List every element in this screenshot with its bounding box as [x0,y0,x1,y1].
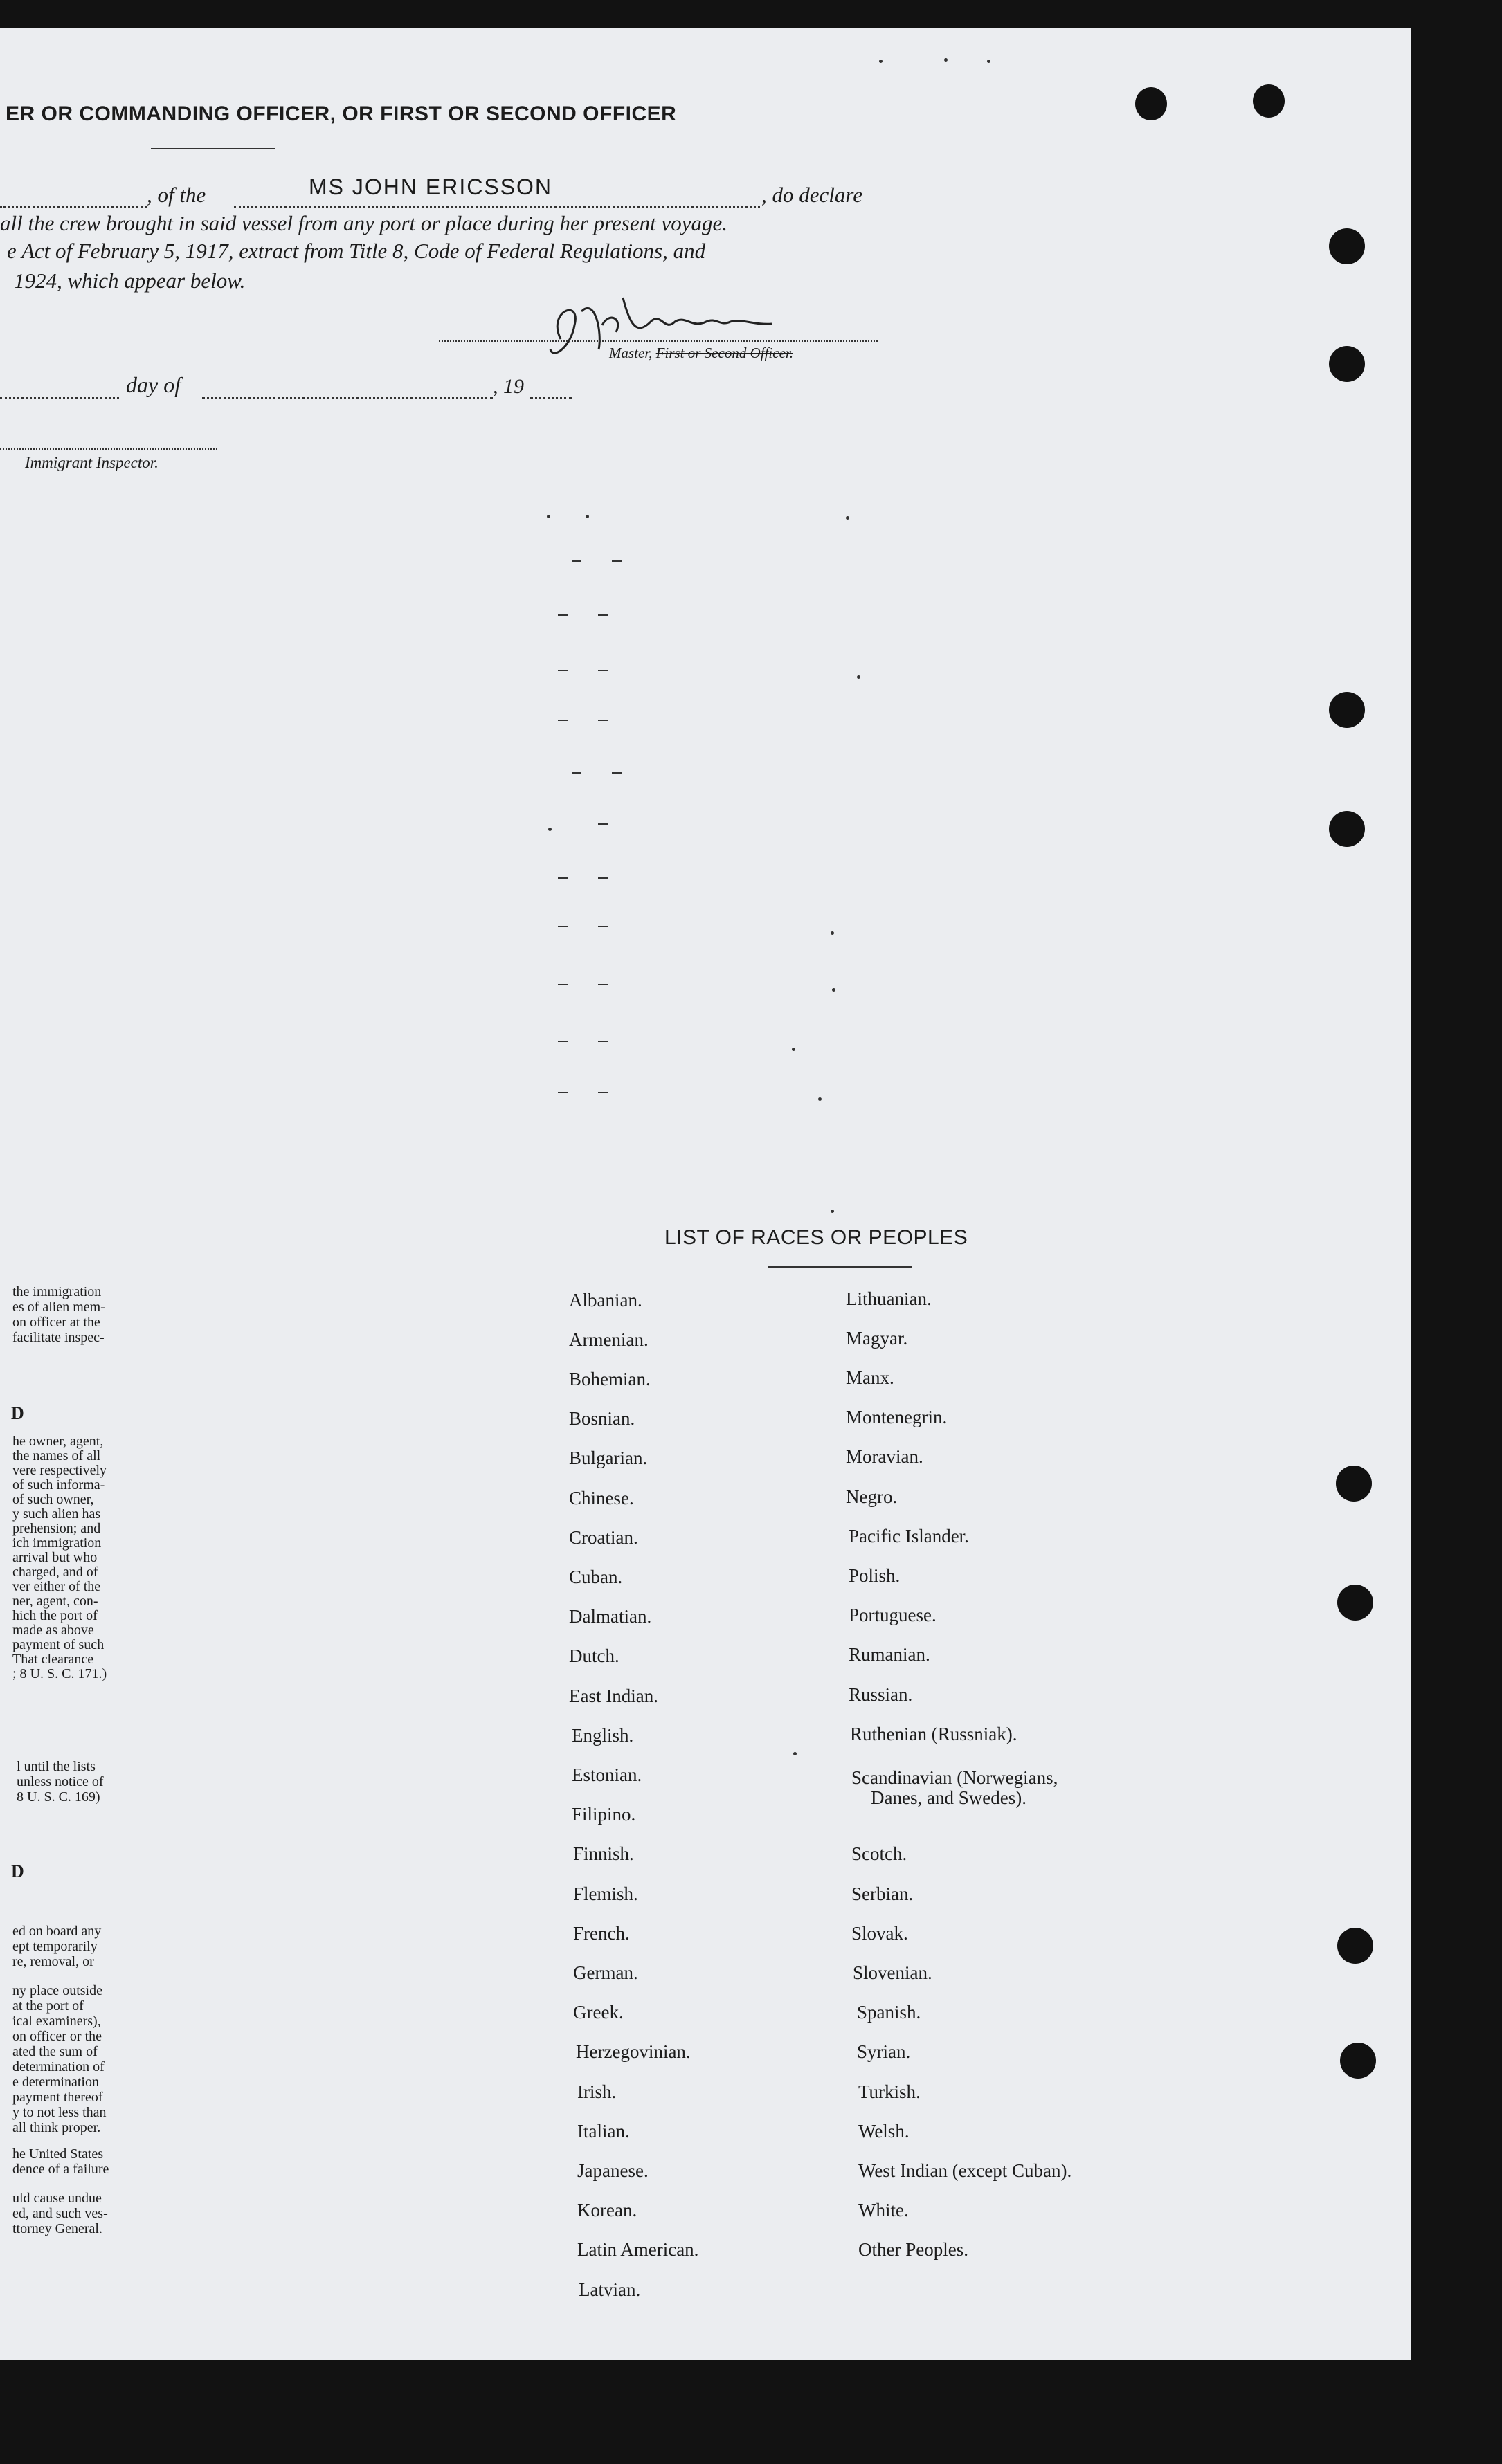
mark [818,1097,822,1101]
race-item: Greek. [573,2002,624,2023]
margin-line: ed, and such ves- [12,2206,108,2221]
margin-line: at the port of [12,1998,84,2014]
immigrant-inspector-label: Immigrant Inspector. [25,454,159,471]
punch-hole [1336,1466,1372,1502]
margin-line: determination of [12,2059,105,2074]
margin-line: charged, and of [12,1564,98,1580]
race-item: Manx. [846,1367,894,1388]
punch-hole [1135,87,1167,120]
inspector-signature-line [0,448,217,450]
punch-hole [1337,1585,1373,1621]
punch-hole [1329,346,1365,382]
race-item: Albanian. [569,1290,642,1311]
mark [832,988,835,992]
mark [846,516,849,520]
signature-line [439,340,878,342]
race-item: Pacific Islander. [849,1526,969,1546]
race-item: East Indian. [569,1686,658,1706]
margin-line: That clearance [12,1652,94,1667]
margin-line: re, removal, or [12,1954,94,1969]
margin-line: dence of a failure [12,2162,109,2177]
race-item: English. [572,1725,634,1746]
role-master: Master, [609,345,653,361]
race-item: Polish. [849,1565,901,1586]
punch-hole [1329,692,1365,728]
race-item: Chinese. [569,1488,634,1508]
mark [558,877,568,879]
margin-line: the immigration [12,1284,102,1299]
race-item: Spanish. [857,2002,921,2023]
race-item: Serbian. [851,1883,914,1904]
mark [572,772,581,774]
month-blank-line [202,397,493,399]
race-item: West Indian (except Cuban). [858,2160,1072,2181]
punch-hole [1329,228,1365,264]
race-item: Scandinavian (Norwegians, [851,1767,1058,1788]
race-item: Estonian. [572,1764,642,1785]
race-item: Finnish. [573,1843,634,1864]
form-header-title: ER OR COMMANDING OFFICER, OR FIRST OR SECOND OFFICER [6,102,677,125]
race-item: Herzegovinian. [576,2041,691,2062]
header-rule [151,148,275,149]
race-item: Bosnian. [569,1408,635,1429]
mark [598,1041,608,1042]
mark [572,560,581,562]
vessel-name: MS JOHN ERICSSON [309,174,553,199]
margin-line: payment of such [12,1637,105,1652]
margin-line: he owner, agent, [12,1434,104,1449]
margin-line: ; 8 U. S. C. 171.) [12,1666,107,1681]
mark [987,60,990,63]
race-item: Croatian. [569,1527,638,1548]
race-item: Danes, and Swedes). [871,1787,1026,1808]
margin-line: ich immigration [12,1535,102,1551]
mark [598,614,608,616]
mark [598,877,608,879]
mark [792,1048,795,1051]
mark [793,1752,797,1755]
margin-line: ical examiners), [12,2014,101,2029]
mark [857,675,860,679]
margin-line: es of alien mem- [12,1299,105,1315]
mark [598,670,608,671]
mark [558,670,568,671]
race-item: Dutch. [569,1645,619,1666]
mark [598,984,608,985]
of-the-text: , of the [147,183,206,207]
race-item: Bulgarian. [569,1448,648,1468]
race-item: Korean. [577,2200,637,2220]
margin-line: of such informa- [12,1477,105,1493]
role-struck: First or Second Officer. [655,345,793,361]
year-blank-line [530,397,572,399]
race-item: Other Peoples. [858,2239,968,2260]
race-item: Scotch. [851,1843,907,1864]
margin-line: on officer at the [12,1315,100,1330]
margin-line: ed on board any [12,1924,102,1939]
race-item: Negro. [846,1486,898,1507]
signature-role [609,345,793,362]
race-item: Slovak. [851,1923,908,1944]
declaration-line-4: 1924, which appear below. [14,268,246,293]
margin-line: hich the port of [12,1608,98,1623]
race-item: Filipino. [572,1804,636,1825]
race-item: Rumanian. [849,1644,930,1665]
mark [558,720,568,721]
race-item: Montenegrin. [846,1407,948,1427]
margin-line: e determination [12,2074,99,2090]
mark [944,58,948,62]
margin-line: facilitate inspec- [12,1330,105,1345]
name-blank-line [0,206,147,208]
margin-heading-1: D [11,1403,24,1423]
declaration-line-3: e Act of February 5, 1917, extract from Title 8, Code of Federal Regulations, and [7,239,706,263]
mark [598,1092,608,1093]
day-of-text: day of [126,372,181,397]
race-item: Italian. [577,2121,630,2142]
margin-line: uld cause undue [12,2191,102,2206]
race-item: Ruthenian (Russniak). [850,1724,1017,1744]
margin-line: ated the sum of [12,2044,98,2059]
margin-line: ny place outside [12,1983,102,1998]
mark [879,60,883,63]
mark [548,828,552,831]
do-declare-text: , do declare [761,183,863,207]
margin-line: ttorney General. [12,2221,102,2236]
mark [558,614,568,616]
margin-line: all think proper. [12,2120,101,2135]
race-item: Irish. [577,2081,617,2102]
mark [831,1210,834,1213]
mark [612,772,622,774]
declaration-line-2: all the crew brought in said vessel from any port or place during her present voyage. [0,211,727,235]
punch-hole [1253,84,1285,118]
margin-line: 8 U. S. C. 169) [17,1789,100,1805]
margin-line: made as above [12,1623,94,1638]
margin-line: vere respectively [12,1463,107,1478]
race-item: Magyar. [846,1328,908,1349]
margin-line: unless notice of [17,1774,104,1789]
year-prefix: , 19 [493,375,524,398]
race-item: Welsh. [858,2121,910,2142]
race-item: Syrian. [857,2041,911,2062]
race-item: Russian. [849,1684,913,1705]
punch-hole [1329,811,1365,847]
race-item: White. [858,2200,909,2220]
margin-line: l until the lists [17,1759,96,1774]
margin-line: ver either of the [12,1579,101,1594]
mark [612,560,622,562]
day-blank-line [0,397,119,399]
mark [586,515,589,518]
mark [558,984,568,985]
race-item: German. [573,1962,638,1983]
document-page [0,28,1411,2360]
margin-line: arrival but who [12,1550,98,1565]
race-item: Bohemian. [569,1369,651,1389]
mark [598,926,608,927]
race-item: Lithuanian. [846,1288,932,1309]
margin-line: payment thereof [12,2090,103,2105]
margin-line: prehension; and [12,1521,101,1536]
race-item: Portuguese. [849,1605,937,1625]
margin-line: he United States [12,2146,104,2162]
race-item: Latin American. [577,2239,699,2260]
margin-line: the names of all [12,1448,101,1463]
race-item: Turkish. [858,2081,921,2102]
race-item: Latvian. [579,2279,641,2300]
mark [598,720,608,721]
punch-hole [1340,2043,1376,2079]
race-item: Japanese. [577,2160,649,2181]
mark [831,931,834,935]
race-item: Dalmatian. [569,1606,652,1627]
races-title-rule [768,1266,912,1268]
mark [558,926,568,927]
race-item: Moravian. [846,1446,923,1467]
margin-heading-2: D [11,1861,24,1881]
margin-line: ner, agent, con- [12,1594,98,1609]
race-item: Armenian. [569,1329,649,1350]
punch-hole [1337,1928,1373,1964]
race-item: Slovenian. [853,1962,932,1983]
race-item: Flemish. [573,1883,638,1904]
race-item: French. [573,1923,630,1944]
race-item: Cuban. [569,1567,623,1587]
margin-line: y to not less than [12,2105,107,2120]
margin-line: of such owner, [12,1492,94,1507]
margin-line: on officer or the [12,2029,102,2044]
mark [558,1092,568,1093]
races-list-title: LIST OF RACES OR PEOPLES [664,1226,968,1249]
margin-line: ept temporarily [12,1939,98,1954]
mark [598,823,608,825]
margin-line: y such alien has [12,1506,101,1522]
mark [558,1041,568,1042]
vessel-blank-line [234,206,760,208]
mark [547,515,550,518]
